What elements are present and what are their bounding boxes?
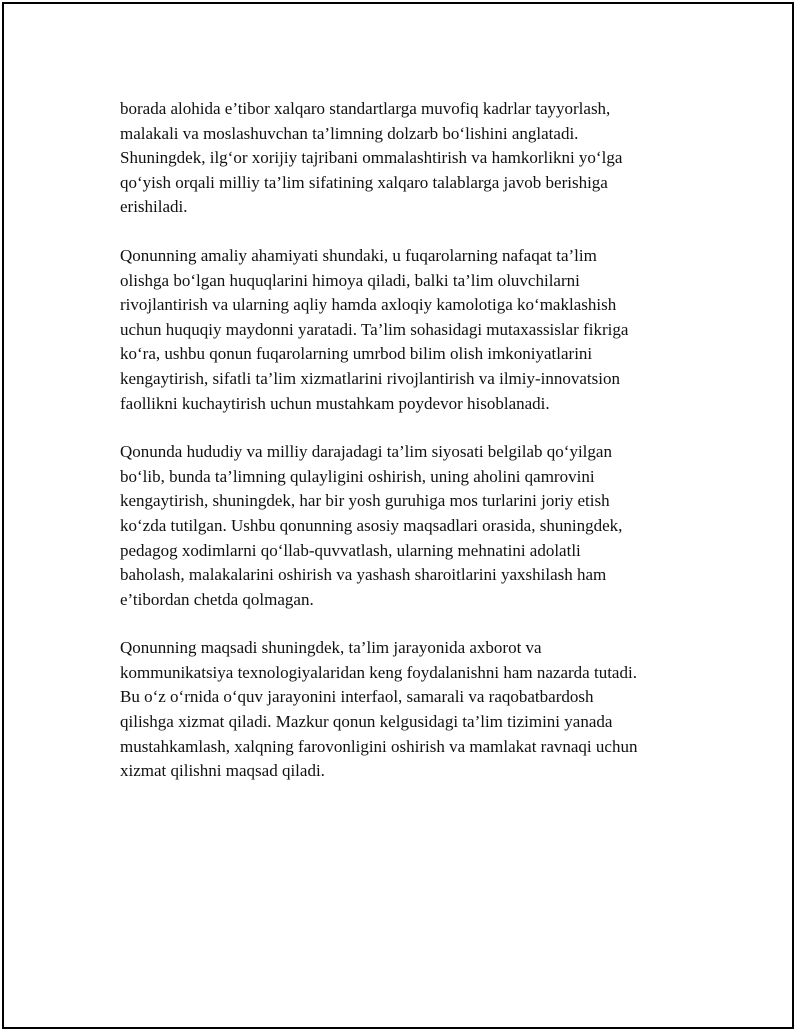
text-line: Qonunning amaliy ahamiyati shundaki, u fuqarolarning nafaqat ta’lim [120,245,597,265]
text-line: Shuningdek, ilg‘or xorijiy tajribani ommalashtirish va hamkorlikni yo‘lga [120,148,623,168]
text-line: baholash, malakalarini oshirish va yashash sharoitlarini yaxshilash ham [120,565,607,585]
document-body [120,97,690,808]
paragraph-3 [120,440,690,612]
text-line: faollikni kuchaytirish uchun mustahkam poydevor hisoblanadi. [120,393,550,413]
text-line: pedagog xodimlarni qo‘llab-quvvatlash, ularning mehnatini adolatli [120,540,581,560]
text-line: kengaytirish, sifatli ta’lim xizmatlarini rivojlantirish va ilmiy-innovatsion [120,368,620,388]
text-line: olishga bo‘lgan huquqlarini himoya qiladi, balki ta’lim oluvchilarni [120,270,580,290]
text-line: e’tibordan chetda qolmagan. [120,589,314,609]
paragraph-4 [120,636,690,784]
document-page [2,2,794,1029]
text-line: kengaytirish, shuningdek, har bir yosh guruhiga mos turlarini joriy etish [120,491,610,511]
text-line: qilishga xizmat qiladi. Mazkur qonun kelgusidagi ta’lim tizimini yanada [120,712,613,732]
text-line: borada alohida e’tibor xalqaro standartlarga muvofiq kadrlar tayyorlash, [120,99,611,118]
text-line: mustahkamlash, xalqning farovonligini oshirish va mamlakat ravnaqi uchun [120,736,638,756]
text-line: rivojlantirish va ularning aqliy hamda axloqiy kamolotiga ko‘maklashish [120,295,617,315]
paragraph-2 [120,244,690,416]
text-line: Qonunning maqsadi shuningdek, ta’lim jarayonida axborot va [120,638,542,658]
text-line: uchun huquqiy maydonni yaratadi. Ta’lim sohasidagi mutaxassislar fikriga [120,319,629,339]
text-line: ko‘zda tutilgan. Ushbu qonunning asosiy maqsadlari orasida, shuningdek, [120,515,623,535]
text-line: malakali va moslashuvchan ta’limning dolzarb bo‘lishini anglatadi. [120,123,579,143]
text-line: xizmat qilishni maqsad qiladi. [120,761,325,781]
text-line: kommunikatsiya texnologiyalaridan keng foydalanishni ham nazarda tutadi. [120,662,637,682]
text-line: Bu o‘z o‘rnida o‘quv jarayonini interfaol, samarali va raqobatbardosh [120,687,594,707]
text-line: Qonunda hududiy va milliy darajadagi ta’lim siyosati belgilab qo‘yilgan [120,442,612,462]
text-line: bo‘lib, bunda ta’limning qulayligini oshirish, uning aholini qamrovini [120,466,595,486]
text-line: ko‘ra, ushbu qonun fuqarolarning umrbod bilim olish imkoniyatlarini [120,344,593,364]
paragraph-1 [120,97,690,220]
text-line: erishiladi. [120,197,188,217]
text-line: qo‘yish orqali milliy ta’lim sifatining xalqaro talablarga javob berishiga [120,172,608,192]
